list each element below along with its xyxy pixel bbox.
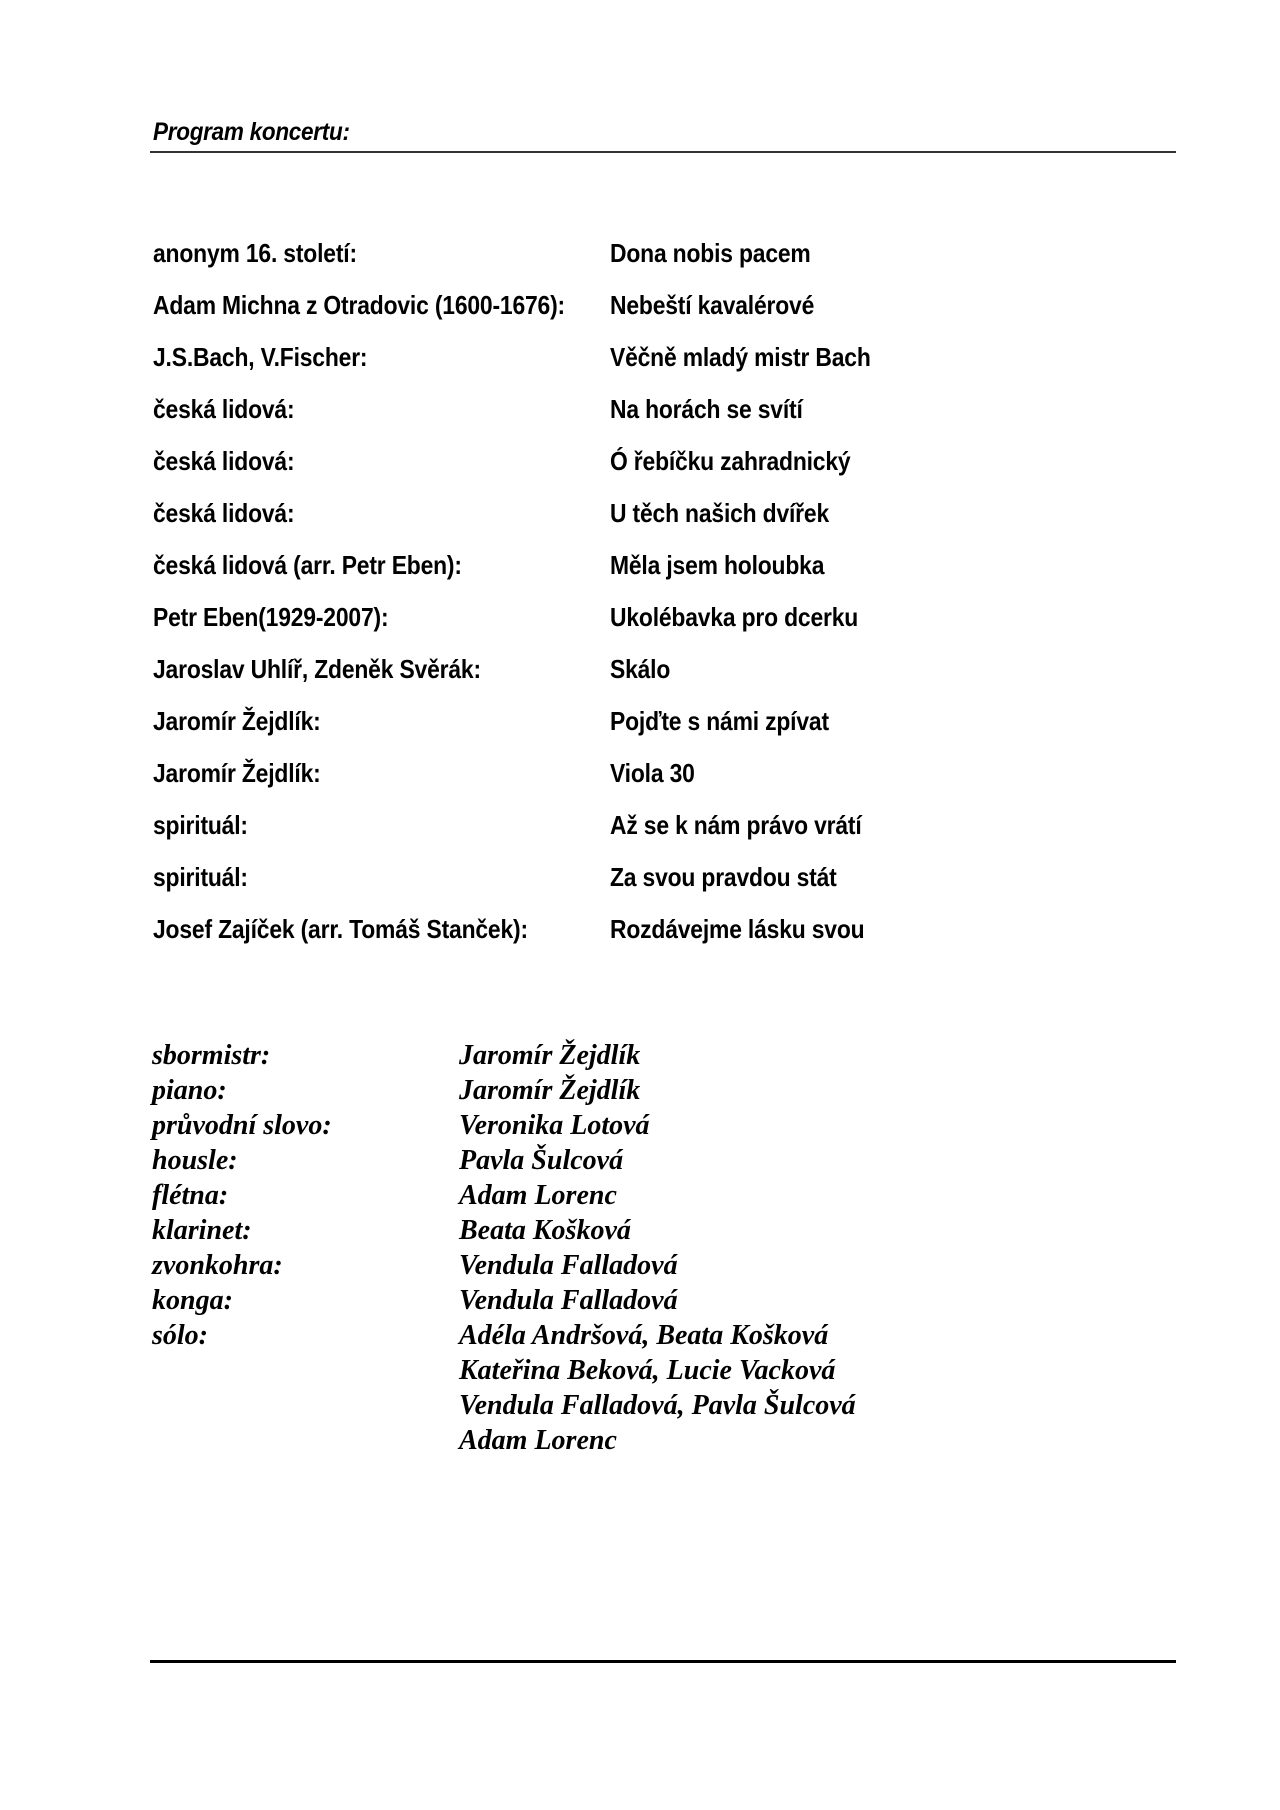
role-label: flétna: bbox=[152, 1180, 229, 1211]
credit-row bbox=[152, 1038, 1052, 1073]
footer-rule bbox=[150, 1660, 1176, 1663]
program-row bbox=[153, 238, 1053, 290]
credit-row bbox=[152, 1283, 1052, 1318]
credit-row bbox=[152, 1248, 1052, 1283]
piece-title: U těch našich dvířek bbox=[610, 498, 830, 528]
program-row bbox=[153, 446, 1053, 498]
piece-title: Ukolébavka pro dcerku bbox=[610, 602, 859, 632]
piece-title: Ó řebíčku zahradnický bbox=[610, 446, 851, 476]
role-label: klarinet: bbox=[152, 1215, 252, 1246]
piece-title: Za svou pravdou stát bbox=[610, 862, 837, 892]
credit-row bbox=[152, 1073, 1052, 1108]
performer-name: Adam Lorenc bbox=[459, 1425, 617, 1456]
performer-name: Beata Košková bbox=[459, 1215, 631, 1246]
performer-name: Vendula Falladová bbox=[459, 1250, 678, 1281]
piece-title: Na horách se svítí bbox=[610, 394, 803, 424]
piece-title: Rozdávejme lásku svou bbox=[610, 914, 865, 944]
composer: Adam Michna z Otradovic (1600-1676): bbox=[153, 290, 566, 320]
piece-title: Nebeští kavalérové bbox=[610, 290, 815, 320]
role-label: zvonkohra: bbox=[152, 1250, 283, 1281]
composer: spirituál: bbox=[153, 810, 248, 840]
program-row bbox=[153, 550, 1053, 602]
role-label: konga: bbox=[152, 1285, 233, 1316]
role-label: piano: bbox=[152, 1075, 227, 1106]
program-row bbox=[153, 602, 1053, 654]
composer: J.S.Bach, V.Fischer: bbox=[153, 342, 368, 372]
composer: česká lidová: bbox=[153, 498, 295, 528]
program-row bbox=[153, 290, 1053, 342]
role-label: sbormistr: bbox=[152, 1040, 271, 1071]
credit-row bbox=[152, 1178, 1052, 1213]
program-row bbox=[153, 810, 1053, 862]
program-list bbox=[153, 238, 1053, 966]
piece-title: Až se k nám právo vrátí bbox=[610, 810, 862, 840]
performer-name: Vendula Falladová, Pavla Šulcová bbox=[459, 1390, 856, 1421]
program-row bbox=[153, 862, 1053, 914]
credits-list bbox=[152, 1038, 1052, 1458]
header-rule bbox=[150, 151, 1176, 153]
credit-row bbox=[152, 1318, 1052, 1353]
performer-name: Adéla Andršová, Beata Košková bbox=[459, 1320, 829, 1351]
piece-title: Měla jsem holoubka bbox=[610, 550, 825, 580]
program-row bbox=[153, 914, 1053, 966]
role-label: průvodní slovo: bbox=[152, 1110, 332, 1141]
piece-title: Pojďte s námi zpívat bbox=[610, 706, 829, 736]
piece-title: Skálo bbox=[610, 654, 671, 684]
program-row bbox=[153, 706, 1053, 758]
performer-name: Vendula Falladová bbox=[459, 1285, 678, 1316]
performer-name: Pavla Šulcová bbox=[459, 1145, 624, 1176]
credit-row bbox=[152, 1108, 1052, 1143]
role-label: sólo: bbox=[152, 1320, 208, 1351]
piece-title: Věčně mladý mistr Bach bbox=[610, 342, 871, 372]
credit-row bbox=[152, 1423, 1052, 1458]
program-row bbox=[153, 498, 1053, 550]
program-row bbox=[153, 342, 1053, 394]
performer-name: Veronika Lotová bbox=[459, 1110, 650, 1141]
composer: Jaromír Žejdlík: bbox=[153, 706, 321, 736]
program-row bbox=[153, 654, 1053, 706]
performer-name: Kateřina Beková, Lucie Vacková bbox=[459, 1355, 836, 1386]
performer-name: Adam Lorenc bbox=[459, 1180, 617, 1211]
composer: Josef Zajíček (arr. Tomáš Stanček): bbox=[153, 914, 528, 944]
composer: spirituál: bbox=[153, 862, 248, 892]
program-row bbox=[153, 758, 1053, 810]
program-row bbox=[153, 394, 1053, 446]
credit-row bbox=[152, 1213, 1052, 1248]
composer: česká lidová (arr. Petr Eben): bbox=[153, 550, 462, 580]
page-title: Program koncertu: bbox=[153, 118, 350, 146]
credit-row bbox=[152, 1353, 1052, 1388]
piece-title: Dona nobis pacem bbox=[610, 238, 811, 268]
role-label: housle: bbox=[152, 1145, 238, 1176]
composer: Jaromír Žejdlík: bbox=[153, 758, 321, 788]
credit-row bbox=[152, 1143, 1052, 1178]
composer: anonym 16. století: bbox=[153, 238, 357, 268]
performer-name: Jaromír Žejdlík bbox=[459, 1075, 641, 1106]
composer: Petr Eben(1929-2007): bbox=[153, 602, 389, 632]
composer: Jaroslav Uhlíř, Zdeněk Svěrák: bbox=[153, 654, 481, 684]
composer: česká lidová: bbox=[153, 446, 295, 476]
composer: česká lidová: bbox=[153, 394, 295, 424]
credit-row bbox=[152, 1388, 1052, 1423]
piece-title: Viola 30 bbox=[610, 758, 695, 788]
performer-name: Jaromír Žejdlík bbox=[459, 1040, 641, 1071]
